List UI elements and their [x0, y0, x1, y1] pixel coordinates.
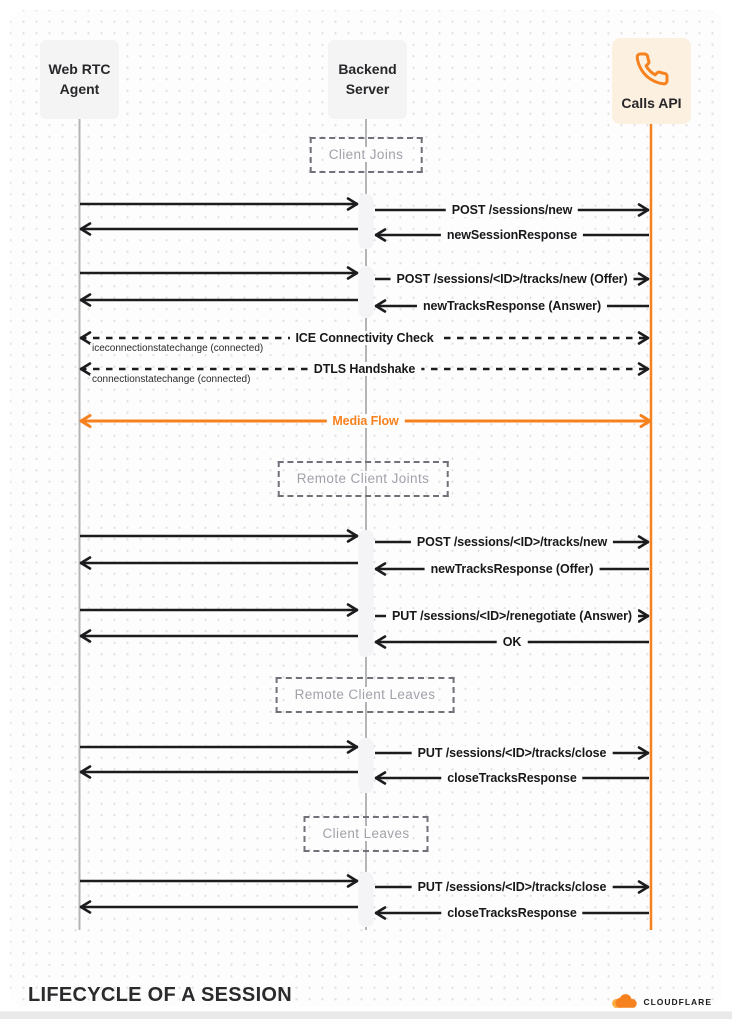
- message-sublabel: iceconnectionstatechange (connected): [92, 343, 264, 354]
- message-label: POST /sessions/<ID>/tracks/new: [411, 535, 613, 549]
- activation-bar: [359, 194, 374, 249]
- activation-bar: [359, 738, 374, 793]
- message-label: newTracksResponse (Offer): [425, 562, 600, 576]
- activation-bar: [359, 530, 374, 657]
- cloudflare-logo: [609, 994, 712, 1010]
- actor-calls-api-label: Calls API: [621, 94, 682, 111]
- cloudflare-wordmark: CLOUDFLARE: [643, 997, 712, 1007]
- message-label: closeTracksResponse: [441, 906, 582, 920]
- message-label: POST /sessions/new: [446, 203, 578, 217]
- message-label: newTracksResponse (Answer): [417, 299, 607, 313]
- message-label: newSessionResponse: [441, 228, 583, 242]
- message-label: closeTracksResponse: [441, 771, 582, 785]
- message-label: DTLS Handshake: [308, 362, 421, 376]
- message-label: Media Flow: [326, 414, 404, 428]
- message-label: PUT /sessions/<ID>/renegotiate (Answer): [386, 609, 638, 623]
- message-label: PUT /sessions/<ID>/tracks/close: [412, 880, 613, 894]
- phone-icon: [634, 51, 670, 87]
- section-label: Remote Client Joints: [294, 471, 433, 486]
- section-label-box: [304, 816, 429, 852]
- section-label: Client Joins: [326, 147, 407, 162]
- section-label: Remote Client Leaves: [292, 687, 439, 702]
- message-label: OK: [497, 635, 528, 649]
- diagram-title: LIFECYCLE OF A SESSION: [28, 984, 293, 1006]
- message-sublabel: connectionstatechange (connected): [92, 374, 251, 385]
- actor-backend-server: [328, 40, 407, 119]
- section-label-box: [276, 677, 455, 713]
- actor-webrtc-agent-label: Web RTC Agent: [48, 60, 111, 97]
- message-label: PUT /sessions/<ID>/tracks/close: [412, 746, 613, 760]
- section-label-box: [278, 461, 449, 497]
- cloudflare-cloud-icon: [609, 994, 639, 1010]
- section-label-box: [310, 137, 423, 173]
- section-label: Client Leaves: [320, 826, 413, 841]
- actor-webrtc-agent: [40, 40, 119, 119]
- message-label: POST /sessions/<ID>/tracks/new (Offer): [390, 272, 633, 286]
- activation-bar: [359, 872, 374, 927]
- message-label: ICE Connectivity Check: [289, 331, 439, 345]
- actor-backend-server-label: Backend Server: [338, 60, 397, 97]
- actor-calls-api: [612, 38, 691, 124]
- activation-bar: [359, 266, 374, 318]
